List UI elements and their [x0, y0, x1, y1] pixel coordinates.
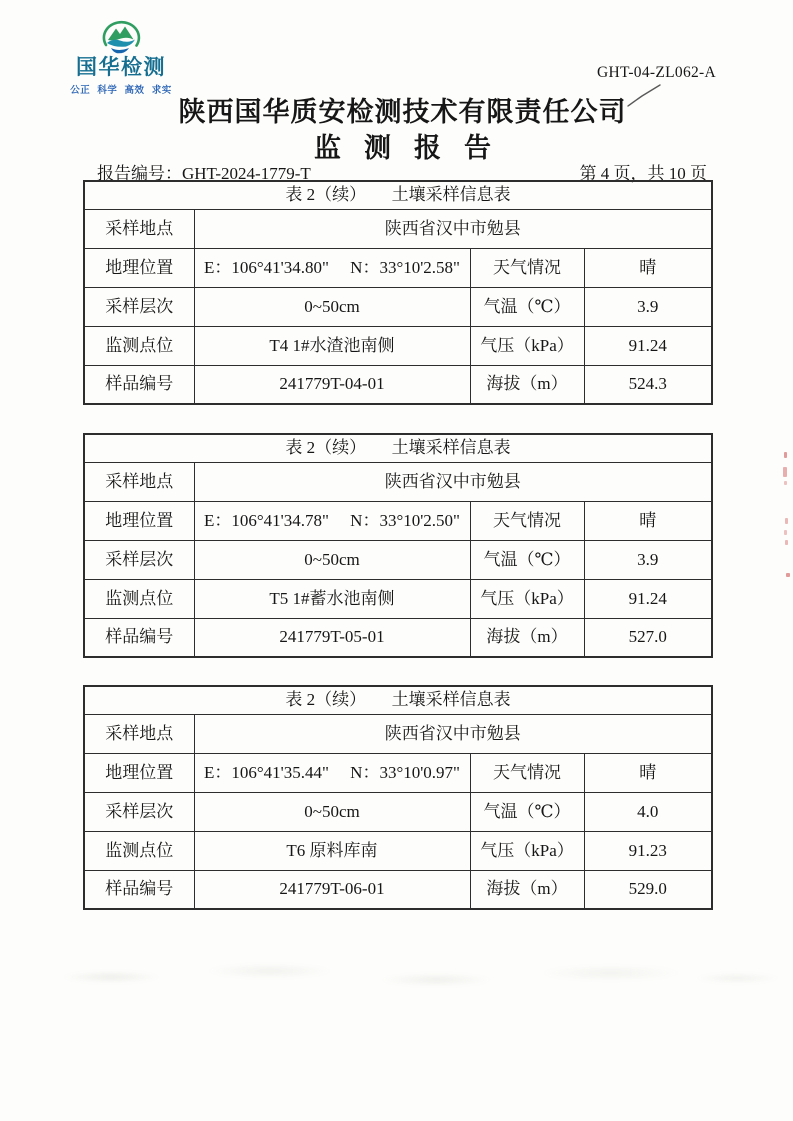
geo-value: E：106°41'34.78" N：33°10'2.50" — [194, 501, 470, 540]
logo-name: 国华检测 — [76, 56, 166, 79]
red-edge-mark — [784, 452, 787, 458]
red-edge-mark — [784, 530, 787, 535]
scan-smudge — [0, 955, 793, 995]
doc-code: GHT-04-ZL062-A — [597, 64, 716, 81]
temp-label: 气温（℃） — [470, 792, 584, 831]
red-edge-mark — [785, 518, 788, 524]
layer-label: 采样层次 — [84, 287, 194, 326]
layer-value: 0~50cm — [194, 792, 470, 831]
site-value: 陕西省汉中市勉县 — [194, 714, 712, 753]
point-value: T4 1#水渣池南侧 — [194, 326, 470, 365]
page-number-info: 第 4 页，共 10 页 — [579, 164, 707, 183]
site-label: 采样地点 — [84, 209, 194, 248]
sample-value: 241779T-06-01 — [194, 870, 470, 909]
altitude-value: 524.3 — [584, 365, 712, 404]
point-label: 监测点位 — [84, 579, 194, 618]
temp-label: 气温（℃） — [470, 540, 584, 579]
sample-label: 样品编号 — [84, 618, 194, 657]
pressure-value: 91.24 — [584, 579, 712, 618]
layer-label: 采样层次 — [84, 792, 194, 831]
sample-label: 样品编号 — [84, 365, 194, 404]
sample-value: 241779T-05-01 — [194, 618, 470, 657]
weather-label: 天气情况 — [470, 248, 584, 287]
temp-label: 气温（℃） — [470, 287, 584, 326]
red-edge-mark — [785, 540, 788, 545]
table-title: 表 2（续） 土壤采样信息表 — [84, 686, 712, 714]
report-number-value: GHT-2024-1779-T — [182, 164, 311, 183]
soil-sampling-table-1 — [83, 180, 713, 405]
sample-label: 样品编号 — [84, 870, 194, 909]
site-value: 陕西省汉中市勉县 — [194, 209, 712, 248]
site-label: 采样地点 — [84, 714, 194, 753]
altitude-value: 529.0 — [584, 870, 712, 909]
red-edge-mark — [786, 573, 790, 577]
sample-value: 241779T-04-01 — [194, 365, 470, 404]
weather-label: 天气情况 — [470, 501, 584, 540]
red-edge-mark — [783, 467, 787, 477]
geo-value: E：106°41'34.80" N：33°10'2.58" — [194, 248, 470, 287]
weather-value: 晴 — [584, 248, 712, 287]
weather-value: 晴 — [584, 501, 712, 540]
logo-mountain-water-icon — [98, 14, 144, 56]
temp-value: 3.9 — [584, 287, 712, 326]
site-value: 陕西省汉中市勉县 — [194, 462, 712, 501]
layer-value: 0~50cm — [194, 540, 470, 579]
pressure-label: 气压（kPa） — [470, 579, 584, 618]
altitude-label: 海拔（m） — [470, 870, 584, 909]
table-title: 表 2（续） 土壤采样信息表 — [84, 434, 712, 462]
layer-value: 0~50cm — [194, 287, 470, 326]
soil-sampling-table-3 — [83, 685, 713, 910]
weather-label: 天气情况 — [470, 753, 584, 792]
altitude-label: 海拔（m） — [470, 365, 584, 404]
point-label: 监测点位 — [84, 831, 194, 870]
pressure-label: 气压（kPa） — [470, 831, 584, 870]
document-title: 监测报告 — [314, 133, 514, 163]
report-number-label: 报告编号： — [97, 164, 182, 183]
pressure-label: 气压（kPa） — [470, 326, 584, 365]
geo-label: 地理位置 — [84, 501, 194, 540]
pressure-value: 91.24 — [584, 326, 712, 365]
table-title: 表 2（续） 土壤采样信息表 — [84, 181, 712, 209]
geo-label: 地理位置 — [84, 753, 194, 792]
weather-value: 晴 — [584, 753, 712, 792]
company-title: 陕西国华质安检测技术有限责任公司 — [178, 97, 627, 127]
geo-value: E：106°41'35.44" N：33°10'0.97" — [194, 753, 470, 792]
geo-label: 地理位置 — [84, 248, 194, 287]
point-label: 监测点位 — [84, 326, 194, 365]
soil-sampling-table-2 — [83, 433, 713, 658]
logo-slogan: 公正 科学 高效 求实 — [70, 85, 172, 97]
pressure-value: 91.23 — [584, 831, 712, 870]
temp-value: 4.0 — [584, 792, 712, 831]
altitude-value: 527.0 — [584, 618, 712, 657]
temp-value: 3.9 — [584, 540, 712, 579]
site-label: 采样地点 — [84, 462, 194, 501]
point-value: T5 1#蓄水池南侧 — [194, 579, 470, 618]
layer-label: 采样层次 — [84, 540, 194, 579]
altitude-label: 海拔（m） — [470, 618, 584, 657]
point-value: T6 原料库南 — [194, 831, 470, 870]
red-edge-mark — [784, 481, 787, 485]
company-logo — [66, 14, 176, 96]
